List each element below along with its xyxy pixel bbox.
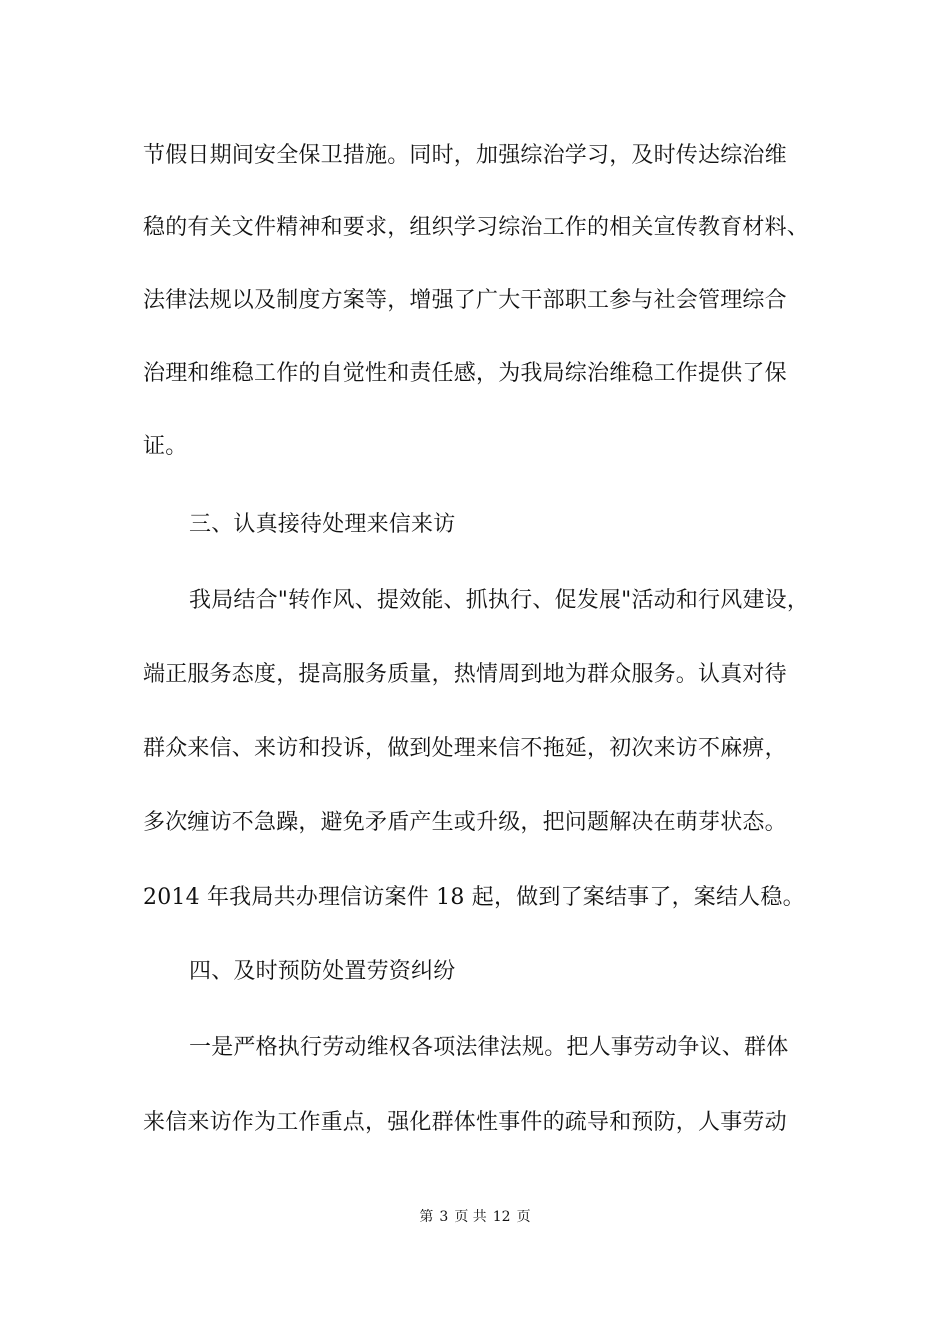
body-line: 2014 年我局共办理信访案件 18 起，做到了案结事了，案结人稳。 (143, 885, 805, 910)
footer-prefix: 第 (419, 1209, 434, 1225)
section-heading: 四、及时预防处置劳资纠纷 (189, 959, 456, 984)
body-line: 治理和维稳工作的自觉性和责任感，为我局综治维稳工作提供了保 (143, 361, 787, 386)
footer-middle: 页 共 (454, 1209, 487, 1225)
body-line: 证。 (143, 434, 188, 459)
body-line: 我局结合"转作风、提效能、抓执行、促发展"活动和行风建设， (189, 588, 810, 613)
footer-suffix: 页 (516, 1209, 531, 1225)
body-line: 端正服务态度，提高服务质量，热情周到地为群众服务。认真对待 (143, 662, 787, 687)
section-heading: 三、认真接待处理来信来访 (189, 512, 456, 537)
body-line: 来信来访作为工作重点，强化群体性事件的疏导和预防，人事劳动 (143, 1110, 787, 1135)
body-line: 节假日期间安全保卫措施。同时，加强综治学习，及时传达综治维 (143, 143, 787, 168)
body-line: 多次缠访不急躁，避免矛盾产生或升级，把问题解决在萌芽状态。 (143, 810, 787, 835)
body-line: 一是严格执行劳动维权各项法律法规。把人事劳动争议、群体 (189, 1035, 789, 1060)
footer-current-page: 3 (439, 1209, 449, 1225)
body-line: 稳的有关文件精神和要求，组织学习综治工作的相关宣传教育材料、 (143, 215, 810, 240)
footer-total-pages: 12 (492, 1209, 511, 1225)
body-line: 群众来信、来访和投诉，做到处理来信不拖延，初次来访不麻痹， (143, 736, 787, 761)
body-line: 法律法规以及制度方案等，增强了广大干部职工参与社会管理综合 (143, 288, 787, 313)
page-footer (0, 1208, 950, 1226)
